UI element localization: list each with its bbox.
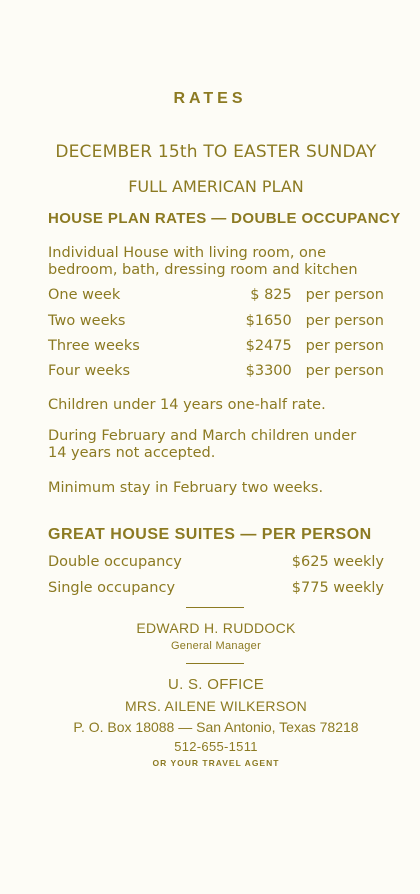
house-plan-heading: HOUSE PLAN RATES — DOUBLE OCCUPANCY [48, 210, 401, 227]
rate-period: Three weeks [48, 338, 140, 354]
suite-label: Double occupancy [48, 554, 182, 570]
divider [186, 607, 244, 608]
description-line: bedroom, bath, dressing room and kitchen [48, 262, 358, 278]
rate-price: $2475 per person [245, 338, 384, 354]
suite-price: $775 weekly [291, 580, 384, 596]
rate-price: $ 825 per person [250, 287, 384, 303]
rate-row [48, 363, 384, 383]
plan-name: FULL AMERICAN PLAN [128, 177, 304, 196]
page-title: RATES [173, 90, 247, 107]
office-contact-name: MRS. AILENE WILKERSON [124, 698, 308, 714]
rate-price: $3300 per person [245, 363, 384, 379]
travel-agent-note: OR YOUR TRAVEL AGENT [152, 758, 280, 768]
rate-period: Two weeks [48, 313, 126, 329]
office-heading: U. S. OFFICE [167, 676, 265, 693]
children-note: Children under 14 years one-half rate. [48, 397, 326, 413]
rate-row [48, 287, 384, 307]
suite-row [48, 580, 384, 600]
suite-price: $625 weekly [291, 554, 384, 570]
february-note [48, 428, 388, 462]
office-phone: 512-655-1511 [174, 739, 258, 754]
season-dates: DECEMBER 15th TO EASTER SUNDAY [55, 142, 377, 162]
suite-label: Single occupancy [48, 580, 176, 596]
description-line: Individual House with living room, one [48, 245, 327, 261]
rate-row [48, 338, 384, 358]
suite-row [48, 554, 384, 574]
rate-period: Four weeks [48, 363, 131, 379]
office-address: P. O. Box 18088 — San Antonio, Texas 78218 [73, 719, 359, 735]
rate-price: $1650 per person [245, 313, 384, 329]
rate-row [48, 313, 384, 333]
manager-title: General Manager [170, 640, 262, 652]
rate-period: One week [48, 287, 121, 303]
note-line: 14 years not accepted. [48, 445, 216, 461]
divider [186, 663, 244, 664]
great-house-heading: GREAT HOUSE SUITES — PER PERSON [48, 526, 372, 543]
minimum-stay-note: Minimum stay in February two weeks. [48, 480, 324, 496]
note-line: During February and March children under [48, 428, 357, 444]
house-description [48, 245, 388, 279]
manager-name: EDWARD H. RUDDOCK [136, 620, 296, 636]
